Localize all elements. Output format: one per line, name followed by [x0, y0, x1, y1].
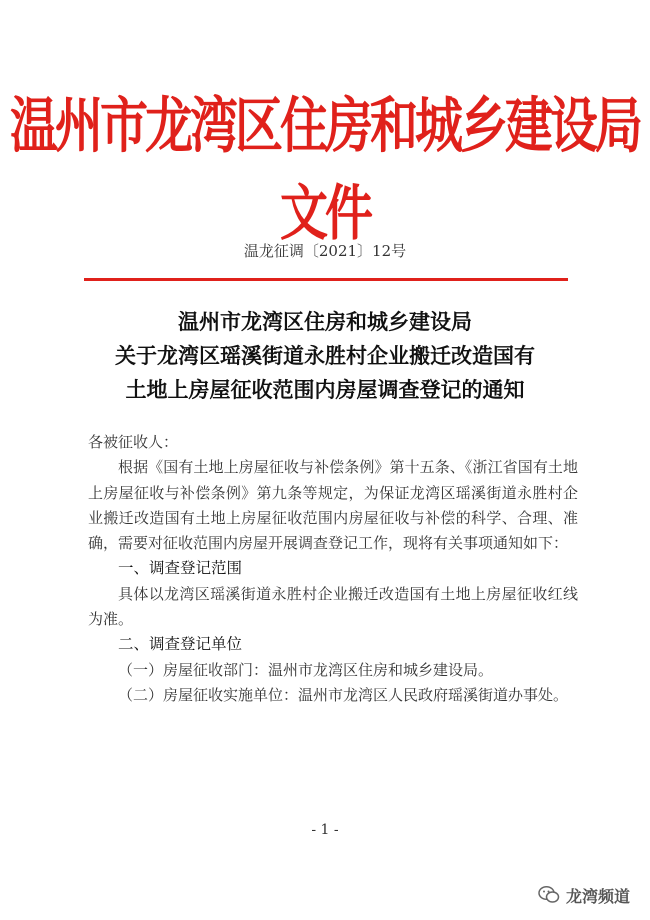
wechat-icon	[538, 885, 560, 905]
watermark-label: 龙湾频道	[565, 886, 630, 906]
units-item-2: （二）房屋征收实施单位：温州市龙湾区人民政府瑶溪街道办事处。	[118, 685, 569, 704]
notice-title-line: 关于龙湾区瑶溪街道永胜村企业搬迁改造国有	[115, 343, 535, 368]
notice-body	[88, 430, 578, 708]
document-header-title: 温州市龙湾区住房和城乡建设局文件	[9, 91, 640, 249]
page-number: - 1 -	[311, 822, 339, 838]
notice-title	[60, 305, 590, 407]
section-heading-units: 二、调查登记单位	[118, 635, 243, 654]
scope-paragraph: 具体以龙湾区瑶溪街道永胜村企业搬迁改造国有土地上房屋征收红线为准。	[88, 584, 578, 629]
notice-title-line: 温州市龙湾区住房和城乡建设局	[178, 309, 472, 334]
document-number: 温龙征调〔2021〕12号	[243, 242, 407, 260]
salutation: 各被征收人：	[88, 433, 179, 451]
wechat-watermark	[538, 880, 630, 910]
section-heading-scope: 一、调查登记范围	[118, 559, 243, 578]
intro-paragraph: 根据《国有土地上房屋征收与补偿条例》第十五条、《浙江省国有土地上房屋征收与补偿条例》第九条等规定，为保证龙湾区瑶溪街道永胜村企业搬迁改造国有土地上房屋征收范围内房屋征收与补偿的科学、合理、准确，需要对征收范围内房屋开展调查登记工作，现将有关事项通知如下：	[88, 458, 578, 553]
units-item-1: （一）房屋征收部门：温州市龙湾区住房和城乡建设局。	[118, 660, 494, 679]
notice-title-line: 土地上房屋征收范围内房屋调查登记的通知	[125, 377, 525, 402]
header-divider	[84, 278, 568, 281]
